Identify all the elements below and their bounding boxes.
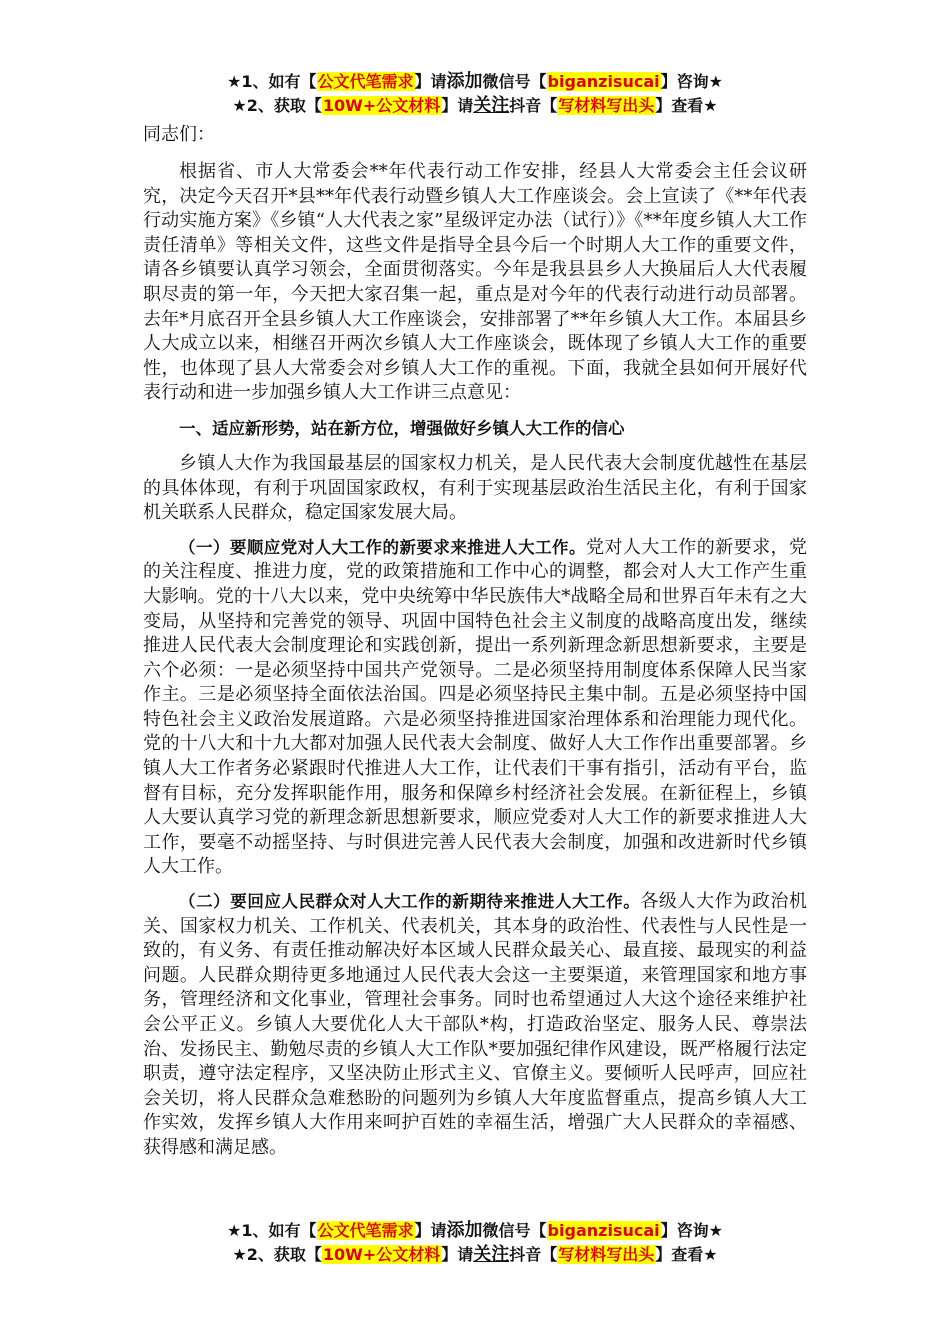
promo-text: 微信号【 [482, 1221, 547, 1240]
promo-text: ★1、如有【 [227, 1221, 317, 1240]
promo-text: ★1、如有【 [227, 72, 317, 91]
promo-text: 】请 [414, 72, 447, 91]
subsection-1-lead: （一）要顺应党对人大工作的新要求来推进人大工作。 [179, 537, 586, 557]
section-1-heading: 一、适应新形势，站在新方位，增强做好乡镇人大工作的信心 [179, 418, 625, 438]
promo-text: 】请 [441, 96, 474, 115]
document-body [143, 121, 807, 1171]
subsection-2-lead: （二）要回应人民群众对人大工作的新期待来推进人大工作。 [179, 892, 641, 912]
promo-text: 】查看★ [655, 96, 718, 115]
promo-text: 】请 [441, 1245, 474, 1264]
subsection-1-paragraph [143, 536, 807, 880]
promo-highlight: 10W+公文材料 [322, 1245, 441, 1264]
promo-wechat-id: biganzisucai [547, 72, 660, 91]
intro-paragraph: 根据省、市人大常委会**年代表行动工作安排，经县人大常委会主任会议研究，决定今天召开*县**年代表行动暨乡镇人大工作座谈会。会上宣读了《**年代表行动实施方案》《乡镇“人大代表之家”星级评定办法（试行）》《**年度乡镇人大工作责任清单》等相关文件，这些文件是指导全县今后一个时期人大工作的重要文件，请各乡镇要认真学习领会，全面贯彻落实。今年是我县县乡人大换届后人大代表履职尽责的第一年，今天把大家召集一起，重点是对今年的代表行动进行动员部署。去年*月底召开全县乡镇人大工作座谈会，安排部署了**年乡镇人大工作。本届县乡人大成立以来，相继召开两次乡镇人大工作座谈会，既体现了乡镇人大工作的重要性，也体现了县人大常委会对乡镇人大工作的重视。下面，我就全县如何开展好代表行动和进一步加强乡镇人大工作讲三点意见： [143, 161, 807, 404]
promo-highlight: 10W+公文材料 [322, 96, 441, 115]
promo-line-2-top [0, 94, 950, 118]
promo-text: 微信号【 [482, 72, 547, 91]
promo-highlight: 公文代笔需求 [317, 1221, 414, 1240]
promo-emphasis: 关注 [473, 95, 510, 116]
section-1-paragraph: 乡镇人大作为我国最基层的国家权力机关，是人民代表大会制度优越性在基层的具体体现，有利于巩固国家政权，有利于实现基层政治生活民主化，有利于国家机关联系人民群众，稳定国家发展大局。 [143, 452, 807, 524]
promo-douyin-id: 写材料写出头 [558, 96, 655, 115]
promo-line-2-bottom [0, 1243, 950, 1267]
promo-text: 】咨询★ [660, 72, 723, 91]
promo-text: 】请 [414, 1221, 447, 1240]
promo-line-1-top [0, 70, 950, 94]
promo-text: 】咨询★ [660, 1221, 723, 1240]
promo-douyin-id: 写材料写出头 [558, 1245, 655, 1264]
promo-emphasis: 关注 [473, 1244, 510, 1265]
promo-text: ★2、获取【 [232, 1245, 322, 1264]
promo-text: 抖音【 [509, 96, 558, 115]
promo-line-1-bottom [0, 1219, 950, 1243]
subsection-1-text: 党对人大工作的新要求，党的关注程度、推进力度，党的政策措施和工作中心的调整，都会对人大工作产生重大影响。党的十八大以来，党中央统筹中华民族伟大*战略全局和世界百年未有之大变局，从坚持和完善党的领导、巩固中国特色社会主义制度的战略高度出发，继续推进人民代表大会制度理论和实践创新，提出一系列新理念新思想新要求，主要是六个必须：一是必须坚持中国共产党领导。二是必须坚持用制度体系保障人民当家作主。三是必须坚持全面依法治国。四是必须坚持民主集中制。五是必须坚持中国特色社会主义政治发展道路。六是必须坚持推进国家治理体系和治理能力现代化。党的十八大和十九大都对加强人民代表大会制度、做好人大工作作出重要部署。乡镇人大工作者务必紧跟时代推进人大工作，让代表们干事有指引，活动有平台，监督有目标，充分发挥职能作用，服务和保障乡村经济社会发展。在新征程上，乡镇人大要认真学习党的新理念新思想新要求，顺应党委对人大工作的新要求推进人大工作，要毫不动摇坚持、与时俱进完善人民代表大会制度，加强和改进新时代乡镇人大工作。 [143, 536, 808, 878]
subsection-2-text: 各级人大作为政治机关、国家权力机关、工作机关、代表机关，其本身的政治性、代表性与人民性是一致的，有义务、有责任推动解决好本区域人民群众最关心、最直接、最现实的利益问题。人民群众期待更多地通过人民代表大会这一主要渠道，来管理国家和地方事务，管理经济和文化事业，管理社会事务。同时也希望通过人大这个途径来维护社会公平正义。乡镇人大要优化人大干部队*构，打造政治坚定、服务人民、尊崇法治、发扬民主、勤勉尽责的乡镇人大工作队*要加强纪律作风建设，既严格履行法定职责，遵守法定程序，又坚决防止形式主义、官僚主义。要倾听人民呼声，回应社会关切，将人民群众急难愁盼的问题列为乡镇人大年度监督重点，提高乡镇人大工作实效，发挥乡镇人大作用来呵护百姓的幸福生活，增强广大人民群众的幸福感、获得感和满足感。 [143, 891, 808, 1158]
promo-emphasis: 添加 [446, 1220, 483, 1241]
subsection-2-paragraph [143, 890, 807, 1161]
promo-wechat-id: biganzisucai [547, 1221, 660, 1240]
promo-emphasis: 添加 [446, 71, 483, 92]
promo-text: 抖音【 [509, 1245, 558, 1264]
promo-text: 】查看★ [655, 1245, 718, 1264]
salutation: 同志们： [143, 124, 215, 145]
promo-text: ★2、获取【 [232, 96, 322, 115]
promo-highlight: 公文代笔需求 [317, 72, 414, 91]
